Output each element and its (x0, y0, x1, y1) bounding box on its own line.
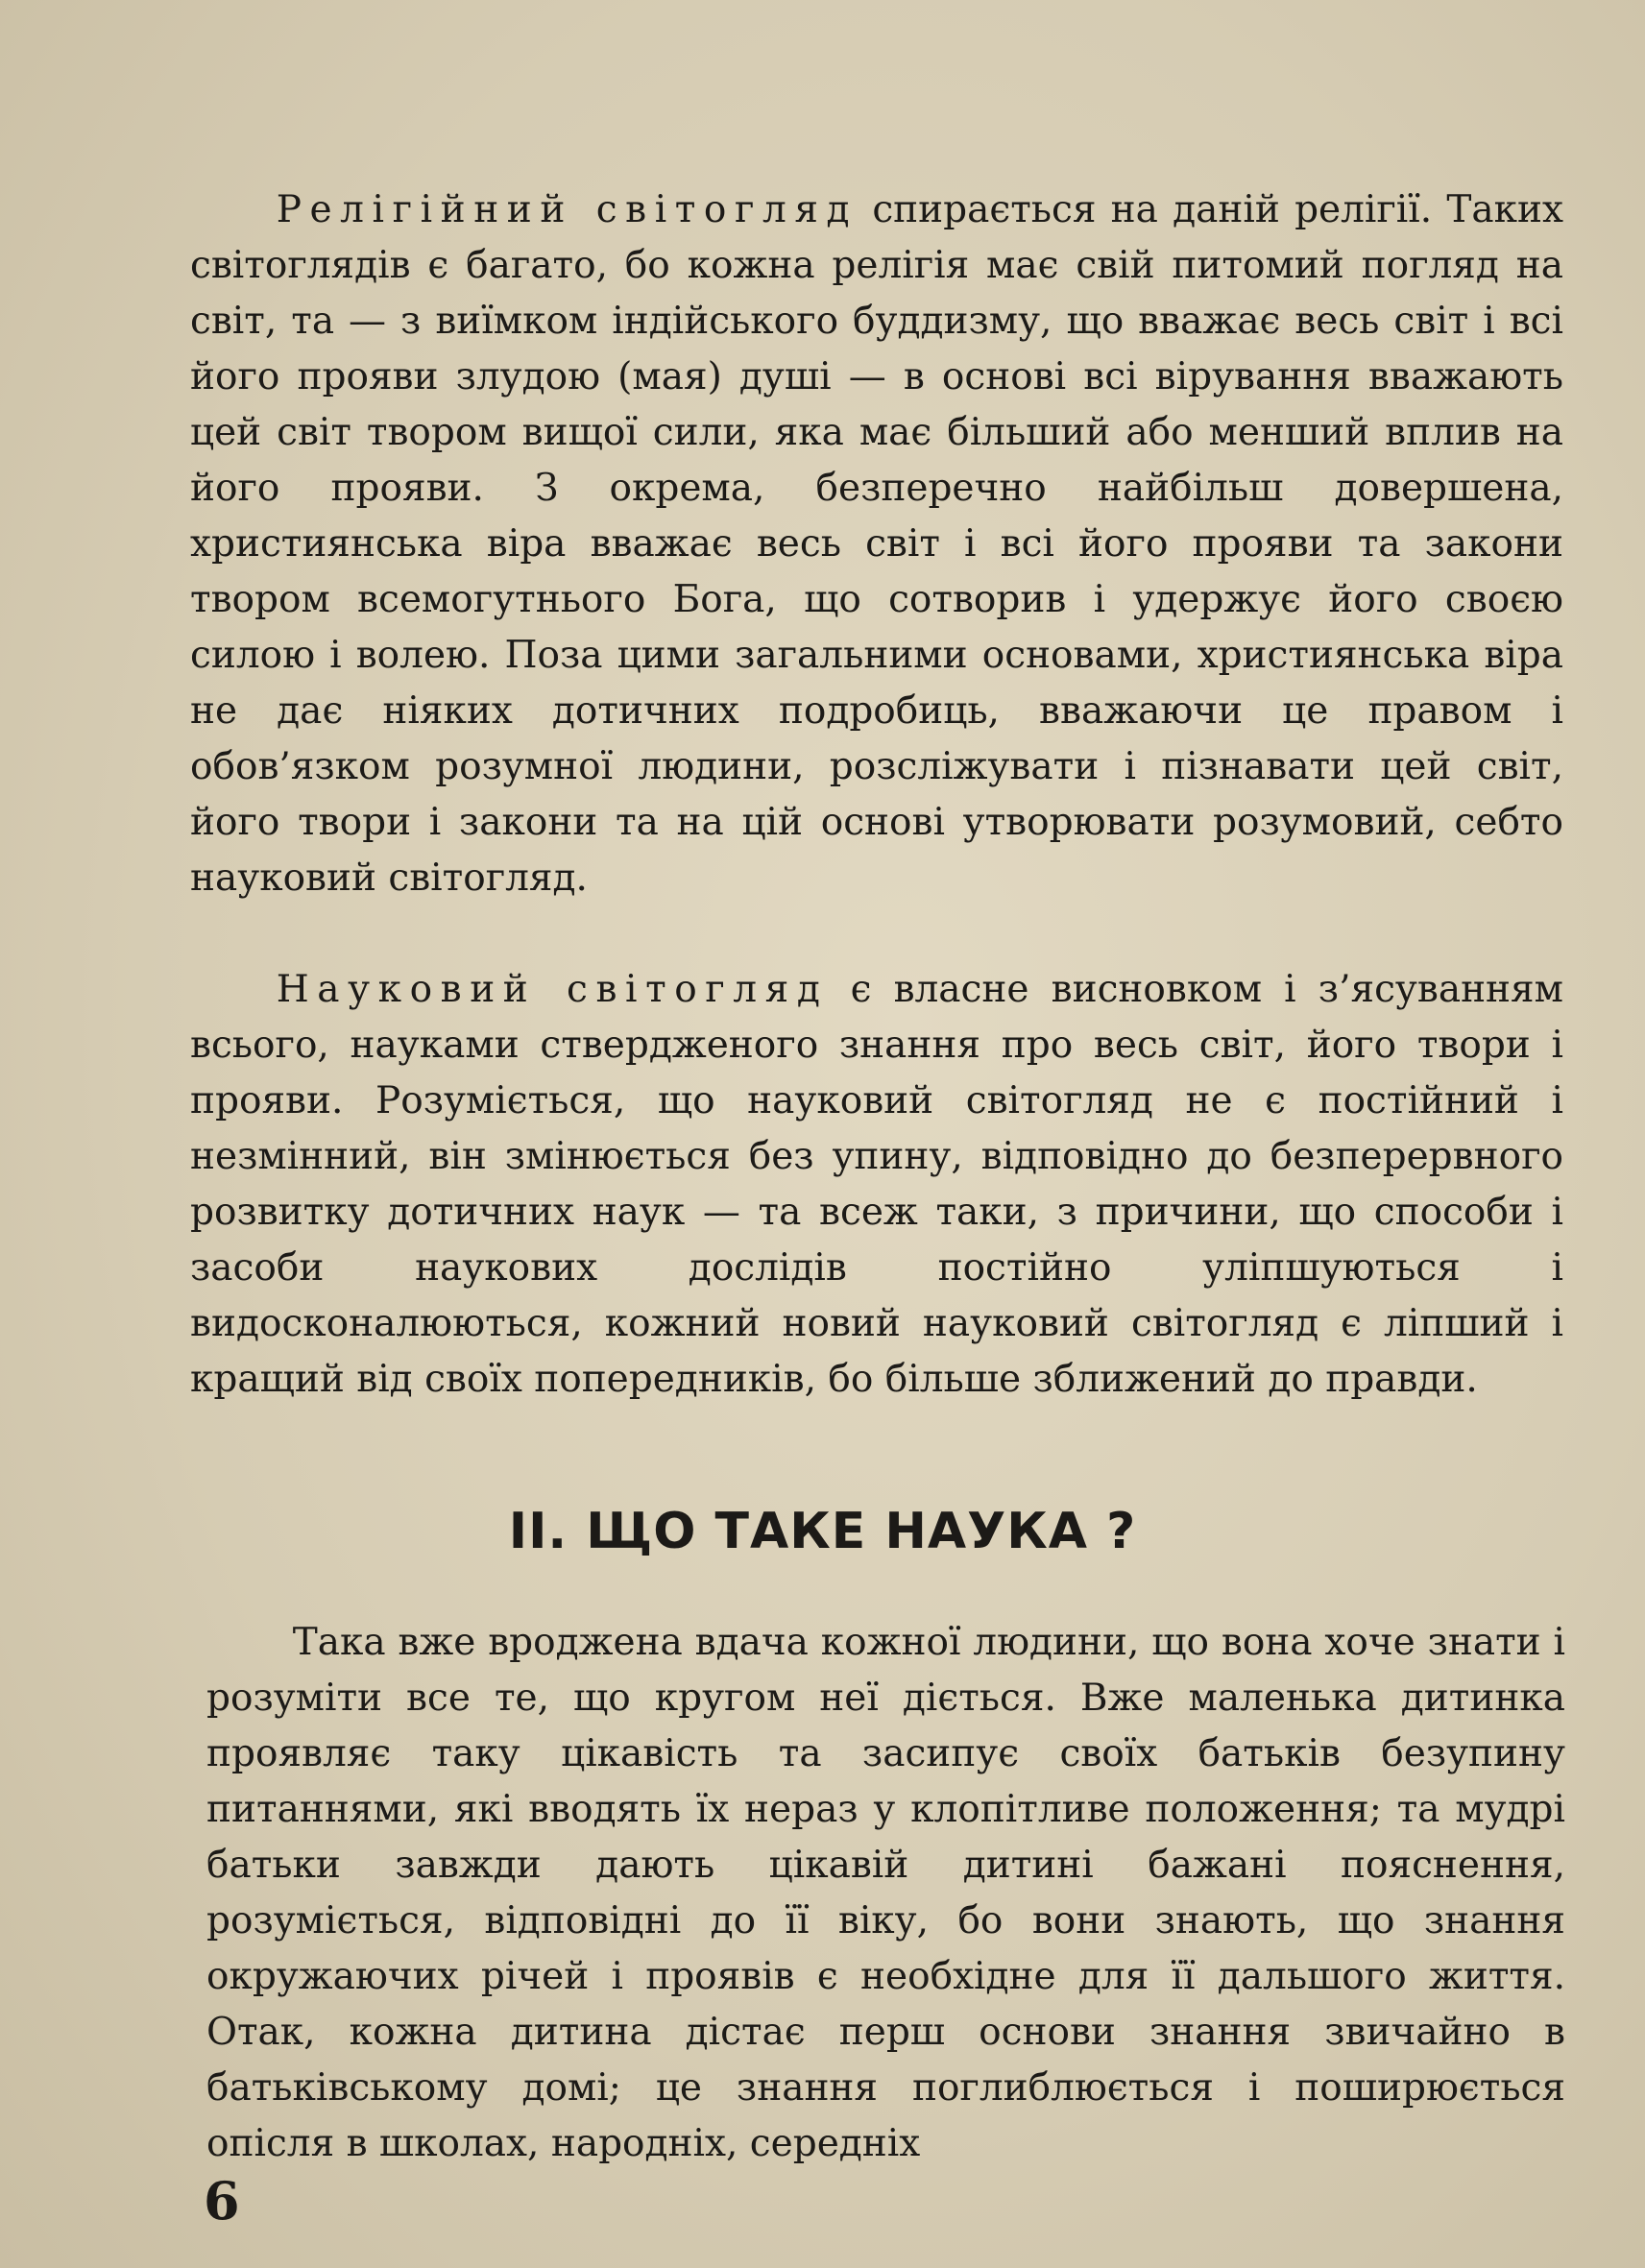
term-scientific-worldview: Науковий світогляд (276, 968, 829, 1011)
paragraph-scientific-worldview (190, 962, 1563, 1408)
paragraph-religious-worldview (190, 182, 1563, 906)
paragraph-2-text: є власне висновком і з’ясуванням всього, науками ствердженого знання про весь світ, його твори і прояви. Розуміється, що науковий світогляд не є постійний і незмінний, він змінюється без упину, відповідно до безперервного розвитку дотичних наук — та всеж таки, з причини, що способи і засоби наукових дослідів постійно уліпшуються і видосконалюються, кожний новий науковий світогляд є ліпший і кращий від своїх попередників, бо більше зближений до правди. (190, 968, 1563, 1401)
paragraph-1-text: спирається на даній релігії. Таких світоглядів є багато, бо кожна релігія має свій питомий погляд на світ, та — з виїмком індійського буддизму, що вважає весь світ і всі його прояви злудою (мая) душі — в основі всі вірування вважають цей світ твором вищої сили, яка має більший або менший вплив на його прояви. З окрема, безперечно найбільш довершена, християнська віра вважає весь світ і всі його прояви та закони твором всемогутнього Бога, що сотворив і удержує його своєю силою і волею. Поза цими загальними основами, християнська віра не дає ніяких дотичних подробиць, вважаючи це правом і обов’язком розумної людини, розсліжувати і пізнавати цей світ, його твори і закони та на цій основі утворювати розумовий, себто науковий світогляд. (190, 188, 1563, 900)
section-heading: II. ЩО ТАКЕ НАУКА ? (508, 1503, 1137, 1560)
paragraph-what-is-science (206, 1615, 1565, 2172)
page-number: 6 (204, 2170, 240, 2232)
paragraph-3-text: Така вже вроджена вдача кожної людини, що вона хоче знати і розуміти все те, що кругом неї діється. Вже маленька дитинка проявляє таку цікавість та засипує своїх батьків безупину питаннями, які вводять їх нераз у клопітливе положення; та мудрі батьки завжди дають цікавій дитині бажані пояснення, розуміється, відповідні до її віку, бо вони знають, що знання окружаючих річей і проявів є необхідне для її дальшого життя. Отак, кожна дитина дістає перш основи знання звичайно в батьківському домі; це знання поглиблюється і поширюється опісля в школах, народніх, середніх (206, 1621, 1565, 2165)
term-religious-worldview: Релігійний світогляд (276, 188, 859, 231)
